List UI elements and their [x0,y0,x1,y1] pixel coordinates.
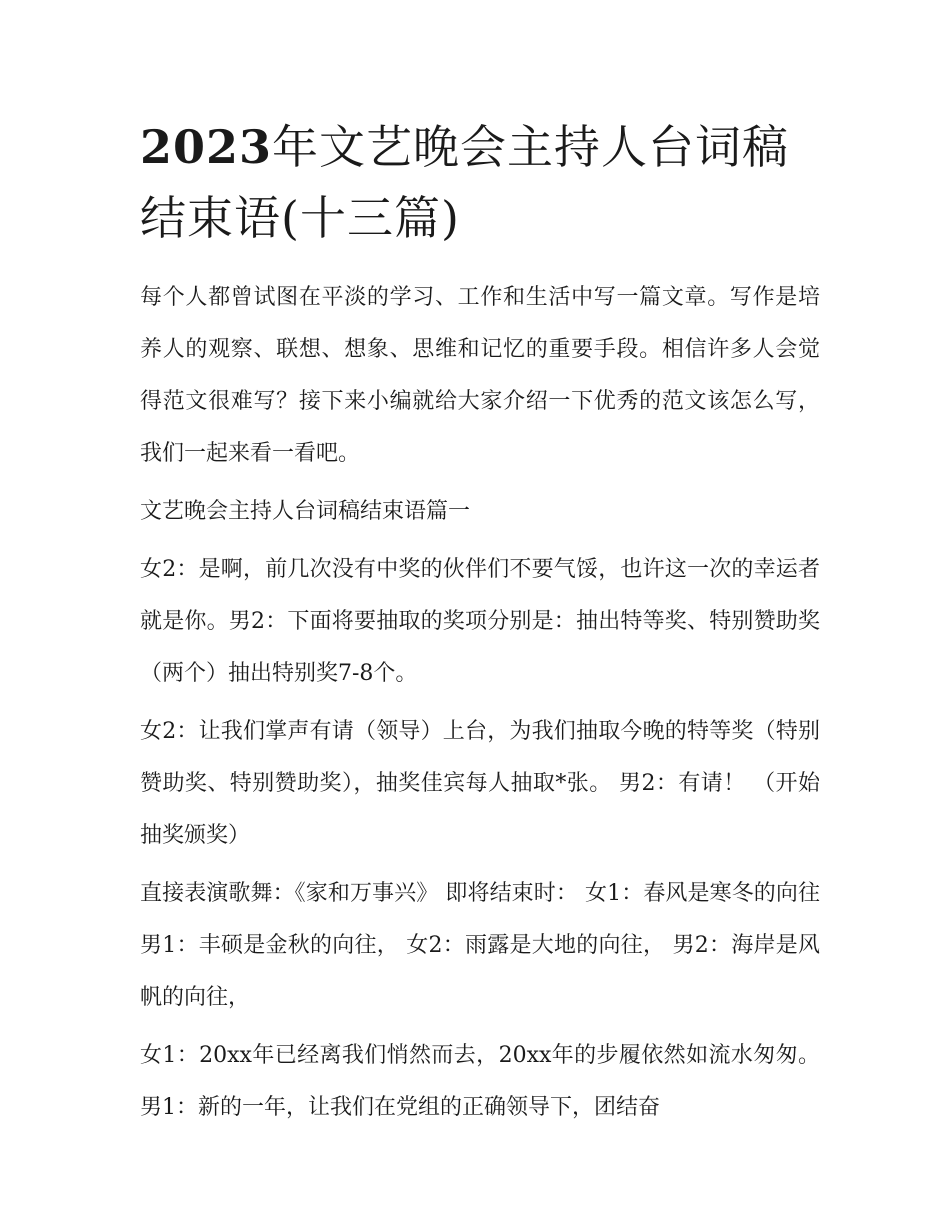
body-paragraph: 直接表演歌舞：《家和万事兴》 即将结束时： 女1：春风是寒冬的向往 男1：丰硕是金秋的向往， 女2：雨露是大地的向往， 男2：海岸是风帆的向往， [140,881,820,1010]
document-page [140,112,820,1140]
section-heading: 文艺晚会主持人台词稿结束语篇一 [140,499,471,524]
body-paragraph: 女2：让我们掌声有请（领导）上台，为我们抽取今晚的特等奖（特别赞助奖、特别赞助奖），抽奖佳宾每人抽取*张。 男2：有请！ （开始抽奖颁奖） [140,719,820,848]
title-year: 2023 [140,120,273,174]
document-title [140,112,820,254]
intro-paragraph: 每个人都曾试图在平淡的学习、工作和生活中写一篇文章。写作是培养人的观察、联想、想象、思维和记忆的重要手段。相信许多人会觉得范文很难写？接下来小编就给大家介绍一下优秀的范文该怎么写，我们一起来看一看吧。 [140,285,820,466]
title-text: 年文艺晚会主持人台词稿结束语(十三篇) [140,120,790,245]
body-paragraph: 女2：是啊，前几次没有中奖的伙伴们不要气馁，也许这一次的幸运者就是你。男2：下面将要抽取的奖项分别是：抽出特等奖、特别赞助奖（两个）抽出特别奖7-8个。 [140,557,820,686]
body-paragraph: 女1：20xx年已经离我们悄然而去，20xx年的步履依然如流水匆匆。 男1：新的一年，让我们在党组的正确领导下，团结奋 [140,1043,820,1120]
